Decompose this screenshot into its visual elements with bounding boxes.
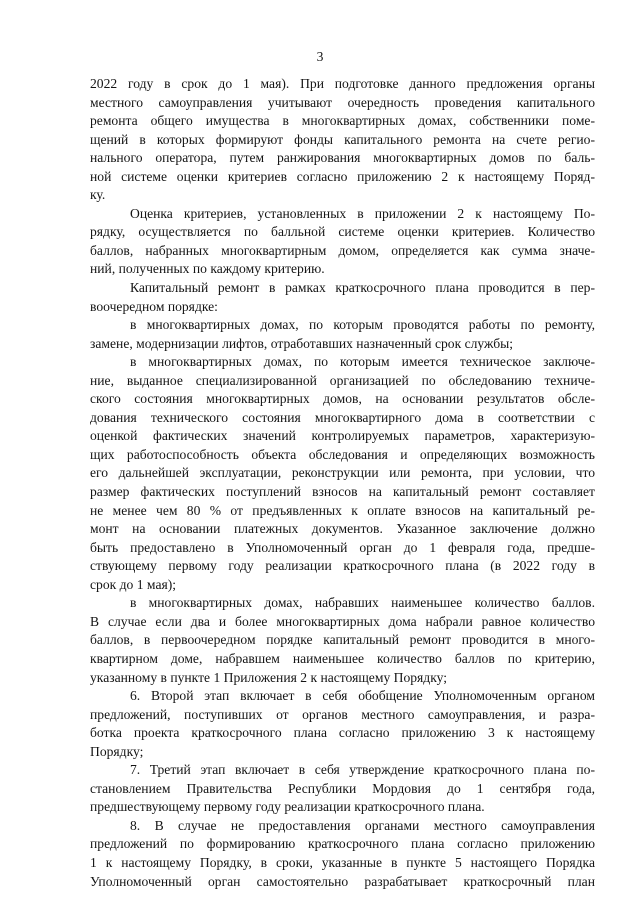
text-line: ние, выданное специализированной организацией по обследованию техниче- bbox=[90, 372, 595, 388]
text-line: предшествующему первому году реализации краткосрочного плана. bbox=[90, 799, 485, 815]
paragraph bbox=[90, 205, 595, 279]
text-line: ботка проекта краткосрочного плана согласно приложению 3 к настоящему bbox=[90, 725, 595, 741]
text-line: указанному в пункте 1 Приложения 2 к настоящему Порядку; bbox=[90, 669, 448, 685]
text-line: в многоквартирных домах, по которым имеется техническое заключе- bbox=[130, 354, 595, 370]
text-line: 6. Второй этап включает в себя обобщение Уполномоченным органом bbox=[130, 688, 595, 704]
text-line: Порядку; bbox=[90, 743, 144, 759]
text-line: становлением Правительства Республики Мордовия до 1 сентября года, bbox=[90, 780, 595, 796]
text-line: монт на основании платежных документов. Указанное заключение должно bbox=[90, 521, 595, 537]
text-line: Уполномоченный орган самостоятельно разрабатывает краткосрочный план bbox=[90, 873, 595, 889]
text-line: воочередном порядке: bbox=[90, 298, 218, 314]
text-line: ского состояния многоквартирных домов, на основании результатов обсле- bbox=[90, 391, 595, 407]
text-line: ствующему первому году реализации краткосрочного плана (в 2022 году в bbox=[90, 558, 595, 574]
paragraph bbox=[90, 594, 595, 687]
text-line: ку. bbox=[90, 187, 106, 203]
text-line: его дальнейшей эксплуатации, реконструкции или ремонта, при условии, что bbox=[90, 465, 595, 481]
text-line: Капитальный ремонт в рамках краткосрочного плана проводится в пер- bbox=[130, 280, 595, 296]
text-line: срок до 1 мая); bbox=[90, 576, 177, 592]
text-line: ний, полученных по каждому критерию. bbox=[90, 261, 325, 277]
text-line: дования технического состояния многоквартирного дома в соответствии с bbox=[90, 409, 595, 425]
page-number: 3 bbox=[316, 49, 324, 64]
text-line: в многоквартирных домах, по которым проводятся работы по ремонту, bbox=[130, 317, 595, 333]
text-line: замене, модернизации лифтов, отработавших назначенный срок службы; bbox=[90, 335, 514, 351]
paragraph bbox=[90, 279, 595, 316]
paragraph bbox=[90, 353, 595, 594]
text-line: 1 к настоящему Порядку, в сроки, указанные в пункте 5 настоящего Порядка bbox=[90, 854, 595, 870]
text-line: предложений, поступивших от органов местного самоуправления, и разра- bbox=[90, 706, 595, 722]
paragraph bbox=[90, 316, 595, 353]
text-line: щих работоспособность объекта обследования и определяющих возможность bbox=[90, 446, 595, 462]
text-line: в многоквартирных домах, набравших наименьшее количество баллов. bbox=[130, 595, 595, 611]
text-line: оценкой фактических значений контролируемых параметров, характеризую- bbox=[90, 428, 595, 444]
text-line: щений в которых формируют фонды капитального ремонта на счете регио- bbox=[90, 131, 595, 147]
text-line: 2022 году в срок до 1 мая). При подготовке данного предложения органы bbox=[90, 76, 595, 91]
text-line: быть предоставлено в Уполномоченный орган до 1 февраля года, предше- bbox=[90, 539, 595, 555]
text-line: предложений по формированию краткосрочного плана согласно приложению bbox=[90, 836, 595, 852]
text-line: размер фактических поступлений взносов на капитальный ремонт составляет bbox=[90, 484, 595, 500]
text-line: не менее чем 80 % от предъявленных к оплате взносов на капитальный ре- bbox=[90, 502, 595, 518]
text-line: местного самоуправления учитывают очередность проведения капитального bbox=[90, 94, 595, 110]
text-line: ремонта общего имущества в многоквартирных домах, собственники поме- bbox=[90, 113, 595, 129]
text-line: В случае если два и более многоквартирных дома набрали равное количество bbox=[90, 613, 595, 629]
text-line: 8. В случае не предоставления органами местного самоуправления bbox=[130, 817, 595, 833]
text-line: рядку, осуществляется по балльной системе оценки критериев. Количество bbox=[90, 224, 595, 240]
text-line: баллов, набранных многоквартирным домом, определяется как сумма значе- bbox=[90, 242, 595, 258]
text-line: 7. Третий этап включает в себя утверждение краткосрочного плана по- bbox=[130, 762, 595, 778]
paragraph bbox=[90, 761, 595, 817]
paragraph bbox=[90, 75, 595, 205]
text-line: баллов, в первоочередном порядке капитальный ремонт проводится в много- bbox=[90, 632, 595, 648]
text-line: квартирном доме, набравшем наименьшее количество баллов по критерию, bbox=[90, 650, 595, 666]
paragraph bbox=[90, 687, 595, 761]
text-line: Оценка критериев, установленных в приложении 2 к настоящему По- bbox=[130, 205, 595, 221]
text-line: ной системе оценки критериев согласно приложению 2 к настоящему Поряд- bbox=[90, 168, 595, 184]
text-line: нального оператора, путем ранжирования многоквартирных домов по баль- bbox=[90, 150, 595, 166]
document-body bbox=[90, 75, 595, 891]
paragraph bbox=[90, 817, 595, 891]
